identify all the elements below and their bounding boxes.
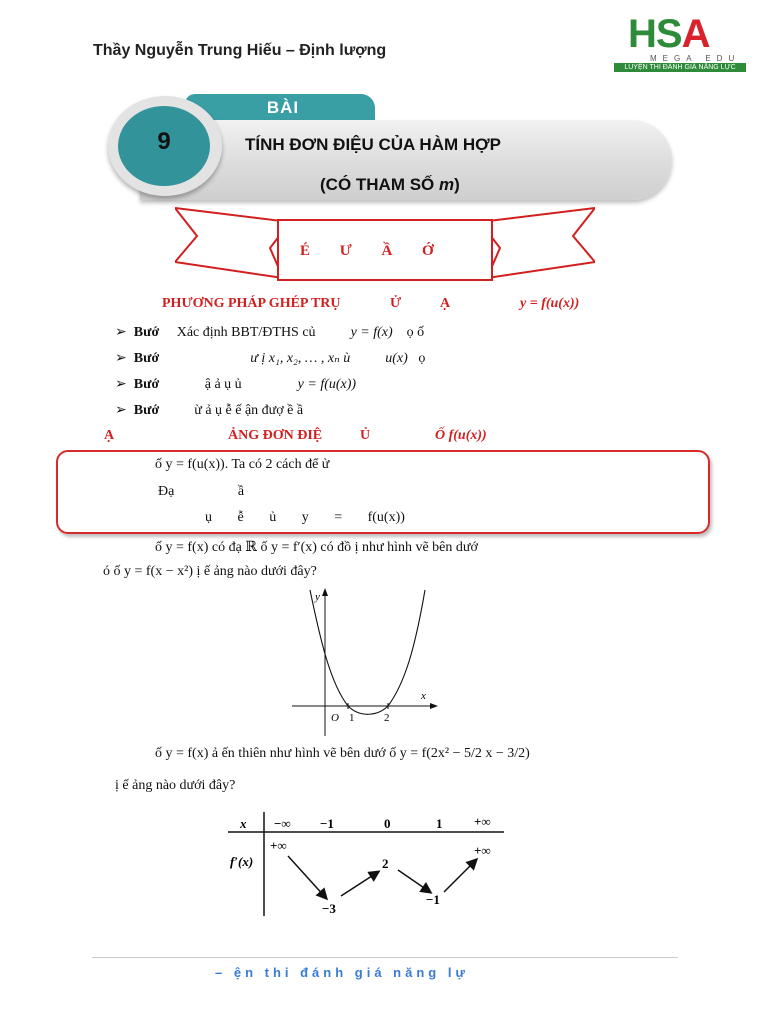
table-x-label: x <box>240 816 247 831</box>
lesson-tab-label: BÀI <box>266 98 300 117</box>
step-2: ➢ Bướ ư ị x₁, x₂, … , xₙ ù u(x) ọ <box>115 351 426 366</box>
increase-arrow-icon <box>444 860 476 892</box>
method-heading: PHƯƠNG PHÁP GHÉP TRỤ <box>162 296 341 311</box>
type-heading-left: Ạ <box>104 428 115 443</box>
decrease-arrow-icon <box>398 870 430 892</box>
type-heading: ẢNG ĐƠN ĐIỆ <box>228 428 323 443</box>
method-heading-formula: y = f(u(x)) <box>520 296 580 311</box>
method-heading-mid: Ử <box>390 296 402 311</box>
table-x-value: −1 <box>320 816 334 831</box>
arrow-bullet-icon: ➢ <box>115 325 127 340</box>
table-value: +∞ <box>474 843 491 858</box>
method-heading-mid2: Ạ <box>440 296 451 311</box>
table-row-label: f′(x) <box>230 854 254 869</box>
lesson-number: 9 <box>157 128 171 155</box>
footer-text: – ện thi đánh giá năng lự <box>215 965 469 980</box>
table-x-value: 1 <box>436 816 443 831</box>
box-line-3: ụ ễ ủ y = f(u(x)) <box>205 510 405 525</box>
document-header-author: Thầy Nguyễn Trung Hiếu – Định lượng <box>93 42 387 59</box>
arrow-bullet-icon: ➢ <box>115 403 127 418</box>
example2-line1: ố y = f(x) ả ến thiên như hình vẽ bên dướ ố y = f(2x² − 5/2 x − 3/2) <box>155 746 530 761</box>
example1-line1: ố y = f(x) có đạ ℝ ố y = f′(x) có đồ ị như hình vẽ bên dướ <box>155 540 478 555</box>
decrease-arrow-icon <box>288 856 326 898</box>
type-heading-formula: Ố f(u(x)) <box>435 428 487 443</box>
step-1: ➢ Bướ Xác định BBT/ĐTHS củ y = f(x) ọ ố <box>115 325 425 340</box>
footer-divider <box>92 957 678 958</box>
lesson-title-line2: (CÓ THAM SỐ m) <box>320 175 460 194</box>
arrow-bullet-icon: ➢ <box>115 351 127 366</box>
logo-tagline: LUYỆN THI ĐÁNH GIÁ NĂNG LỰC <box>614 63 746 72</box>
type-heading-mid2: Ủ <box>360 428 371 443</box>
table-x-value: −∞ <box>274 816 291 831</box>
box-line-1: ố y = f(u(x)). Ta có 2 cách để ử <box>155 457 330 472</box>
table-value: +∞ <box>270 838 287 853</box>
example1-line2: ó ố y = f(x − x²) ị ế ảng nào dưới đây? <box>103 564 317 579</box>
y-axis-arrow-icon <box>322 588 328 596</box>
hsa-logo <box>624 12 748 80</box>
graph-tick2-label: 2 <box>384 712 390 724</box>
graph-y-label: y <box>315 591 320 603</box>
x-axis-arrow-icon <box>430 703 438 709</box>
step-3: ➢ Bướ ậ ả ụ ủ y = f(u(x)) <box>115 377 357 392</box>
arrow-bullet-icon: ➢ <box>115 377 127 392</box>
graph-x-label: x <box>421 690 426 702</box>
table-x-value: 0 <box>384 816 391 831</box>
table-value: −3 <box>322 901 336 916</box>
table-x-value: +∞ <box>474 814 491 829</box>
table-value: 2 <box>382 856 389 871</box>
derivative-graph <box>290 588 440 738</box>
variation-table <box>226 810 506 918</box>
increase-arrow-icon <box>341 872 378 896</box>
box-line-2: Đạ ầ <box>158 484 245 499</box>
ribbon-text: É Ư Ầ Ớ <box>300 243 434 259</box>
graph-origin-label: O <box>331 712 339 724</box>
logo-mark: HSA <box>628 12 710 56</box>
example2-line2: ị ế ảng nào dưới đây? <box>115 778 236 793</box>
logo-mega-text: MEGA EDU <box>650 54 741 63</box>
graph-tick1-label: 1 <box>349 712 355 724</box>
table-value: −1 <box>426 892 440 907</box>
step-4: ➢ Bướ ừ ả ụ ễ ế ận đượ ề ầ <box>115 403 304 418</box>
derivative-curve <box>310 590 425 714</box>
lesson-title-line1: TÍNH ĐƠN ĐIỆU CỦA HÀM HỢP <box>245 135 501 154</box>
